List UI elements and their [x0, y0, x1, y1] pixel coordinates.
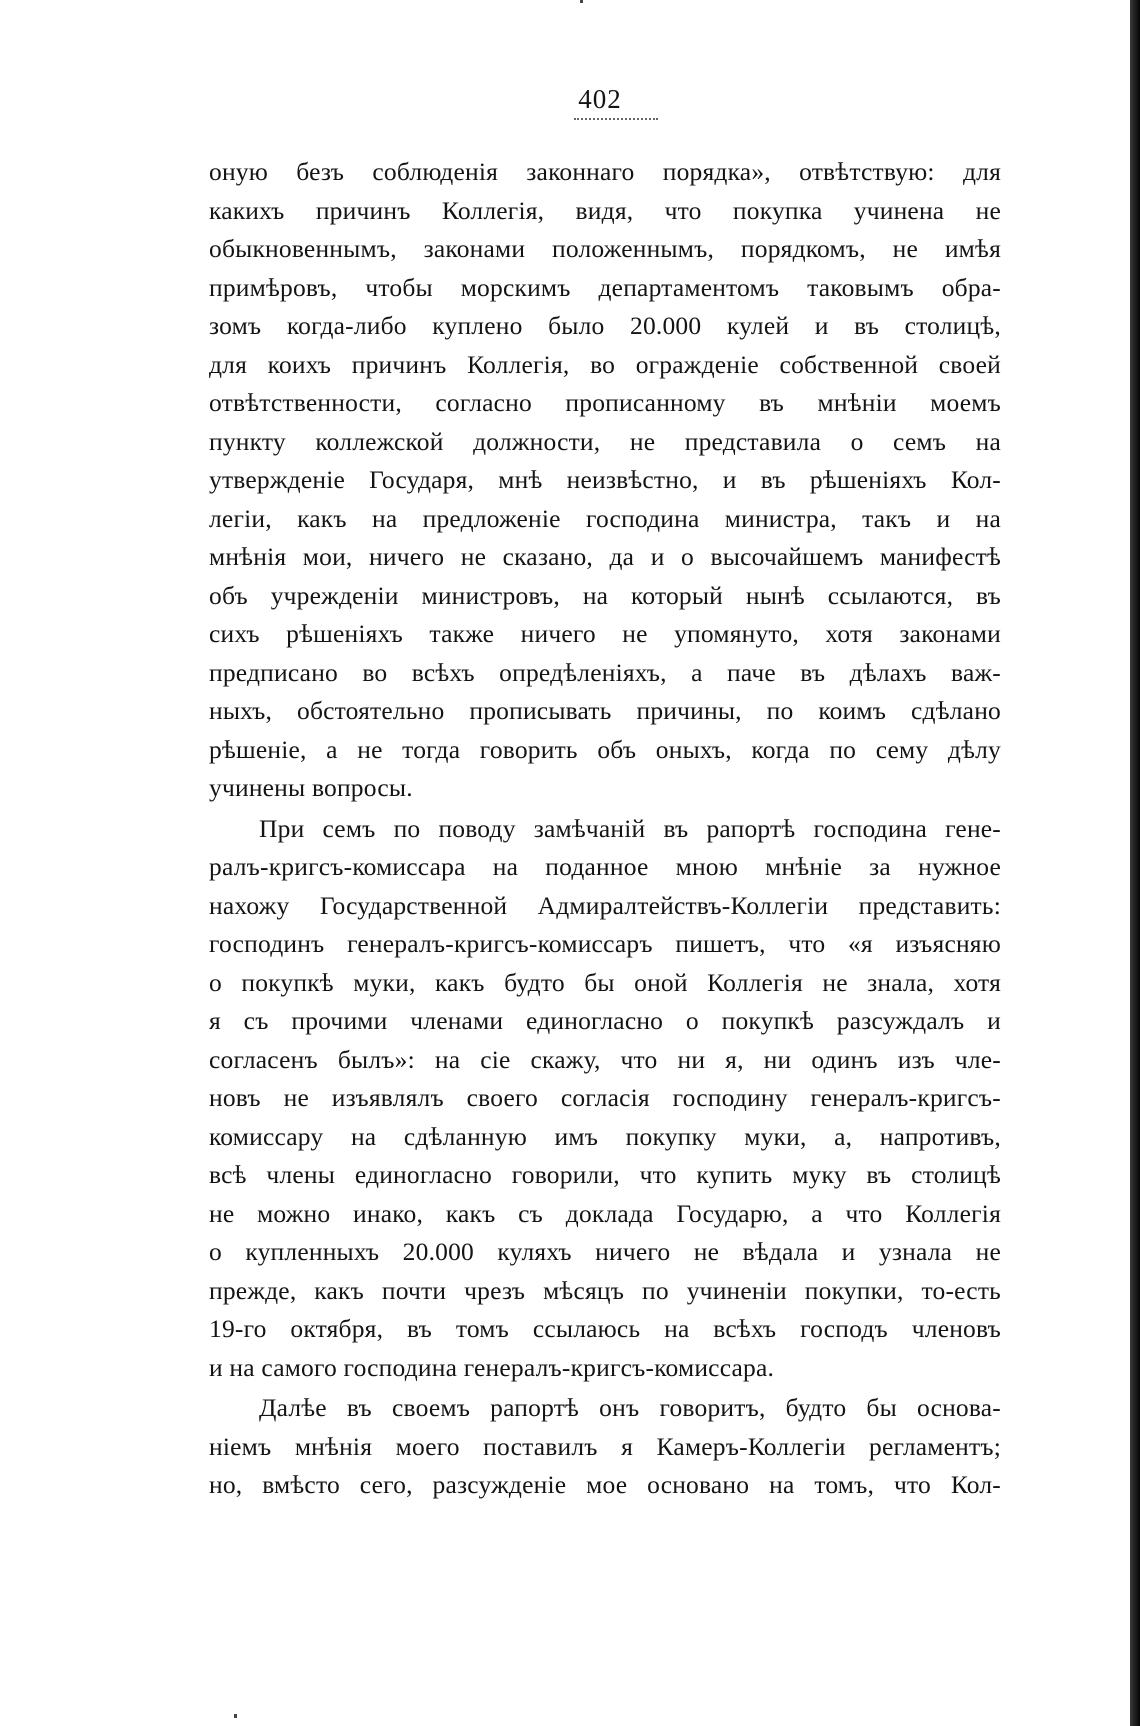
text-line: новъ не изъявлялъ своего согласія господину генералъ-кригсъ- — [209, 1083, 1001, 1112]
text-line: и на самого господина генералъ-кригсъ-комиссара. — [209, 1352, 775, 1382]
text-line: отвѣтственности, согласно прописанному въ мнѣніи моемъ — [209, 388, 1001, 417]
text-line: объ учрежденіи министровъ, на который нынѣ ссылаются, въ — [209, 580, 1001, 610]
text-line: ралъ-кригсъ-комиссара на поданное мною мнѣніе за нужное — [209, 852, 1001, 881]
text-line: 19-го октября, въ томъ ссылаюсь на всѣхъ господъ членовъ — [209, 1314, 1001, 1343]
scan-speck — [580, 0, 583, 3]
text-line: какихъ причинъ Коллегія, видя, что покупка учинена не — [209, 195, 1001, 225]
text-line: комиссару на сдѣланную имъ покупку муки, а, напротивъ, — [209, 1121, 1001, 1151]
text-line: но, вмѣсто сего, разсужденіе мое основано на томъ, что Кол- — [209, 1470, 1001, 1499]
paragraph — [209, 1389, 1001, 1505]
text-line: для коихъ причинъ Коллегія, во огражденіе собственной своей — [209, 349, 1001, 379]
text-line: сихъ рѣшеніяхъ также ничего не упомянуто, хотя законами — [209, 619, 1001, 648]
paragraph — [209, 153, 1001, 808]
text-line: согласенъ былъ»: на сіе скажу, что ни я, ни одинъ изъ чле- — [209, 1044, 1001, 1074]
text-line: пункту коллежской должности, не представила о семъ на — [209, 426, 1001, 456]
text-line: оную безъ соблюденія законнаго порядка», отвѣтствую: для — [209, 157, 1001, 186]
page-number: 402 — [578, 84, 622, 114]
text-line: утвержденіе Государя, мнѣ неизвѣстно, и въ рѣшеніяхъ Кол- — [209, 465, 1001, 494]
text-line: ніемъ мнѣнія моего поставилъ я Камеръ-Коллегіи регламентъ; — [209, 1431, 1001, 1461]
text-line: господинъ генералъ-кригсъ-комиссаръ пишетъ, что «я изъясняю — [209, 929, 1001, 958]
text-line: примѣровъ, чтобы морскимъ департаментомъ таковымъ обра- — [209, 272, 1001, 302]
page-number-underline — [574, 118, 658, 120]
text-line: учинены вопросы. — [209, 773, 413, 802]
text-line: нахожу Государственной Адмиралтействъ-Коллегіи представить: — [209, 890, 1001, 920]
body-text — [209, 153, 1001, 1505]
text-line: я съ прочими членами единогласно о покупкѣ разсуждалъ и — [209, 1006, 1001, 1035]
text-line: зомъ когда-либо куплено было 20.000 кулей и въ столицѣ, — [209, 311, 1001, 340]
text-line: не можно инако, какъ съ доклада Государю, а что Коллегія — [209, 1198, 1001, 1228]
text-line: ныхъ, обстоятельно прописывать причины, по коимъ сдѣлано — [209, 696, 1001, 725]
text-line: При семъ по поводу замѣчаній въ рапортѣ господина гене- — [259, 813, 1001, 843]
text-line: всѣ члены единогласно говорили, что купить муку въ столицѣ — [209, 1160, 1001, 1189]
text-line: о покупкѣ муки, какъ будто бы оной Коллегія не знала, хотя — [209, 967, 1001, 997]
paragraph — [209, 810, 1001, 1388]
scan-speck — [234, 1714, 237, 1718]
text-line: мнѣнія мои, ничего не сказано, да и о высочайшемъ манифестѣ — [209, 542, 1001, 571]
text-line: прежде, какъ почти чрезъ мѣсяцъ по учиненіи покупки, то-есть — [209, 1275, 1001, 1305]
text-line: обыкновеннымъ, законами положеннымъ, порядкомъ, не имѣя — [209, 234, 1001, 263]
text-line: рѣшеніе, а не тогда говорить объ оныхъ, когда по сему дѣлу — [209, 734, 1001, 764]
text-line: о купленныхъ 20.000 куляхъ ничего не вѣдала и узнала не — [209, 1237, 1001, 1266]
text-line: Далѣе въ своемъ рапортѣ онъ говоритъ, будто бы основа- — [259, 1393, 1001, 1422]
text-line: легіи, какъ на предложеніе господина министра, такъ и на — [209, 503, 1001, 533]
text-line: предписано во всѣхъ опредѣленіяхъ, а паче въ дѣлахъ важ- — [209, 657, 1001, 687]
page-edge-shadow — [1130, 0, 1140, 1726]
